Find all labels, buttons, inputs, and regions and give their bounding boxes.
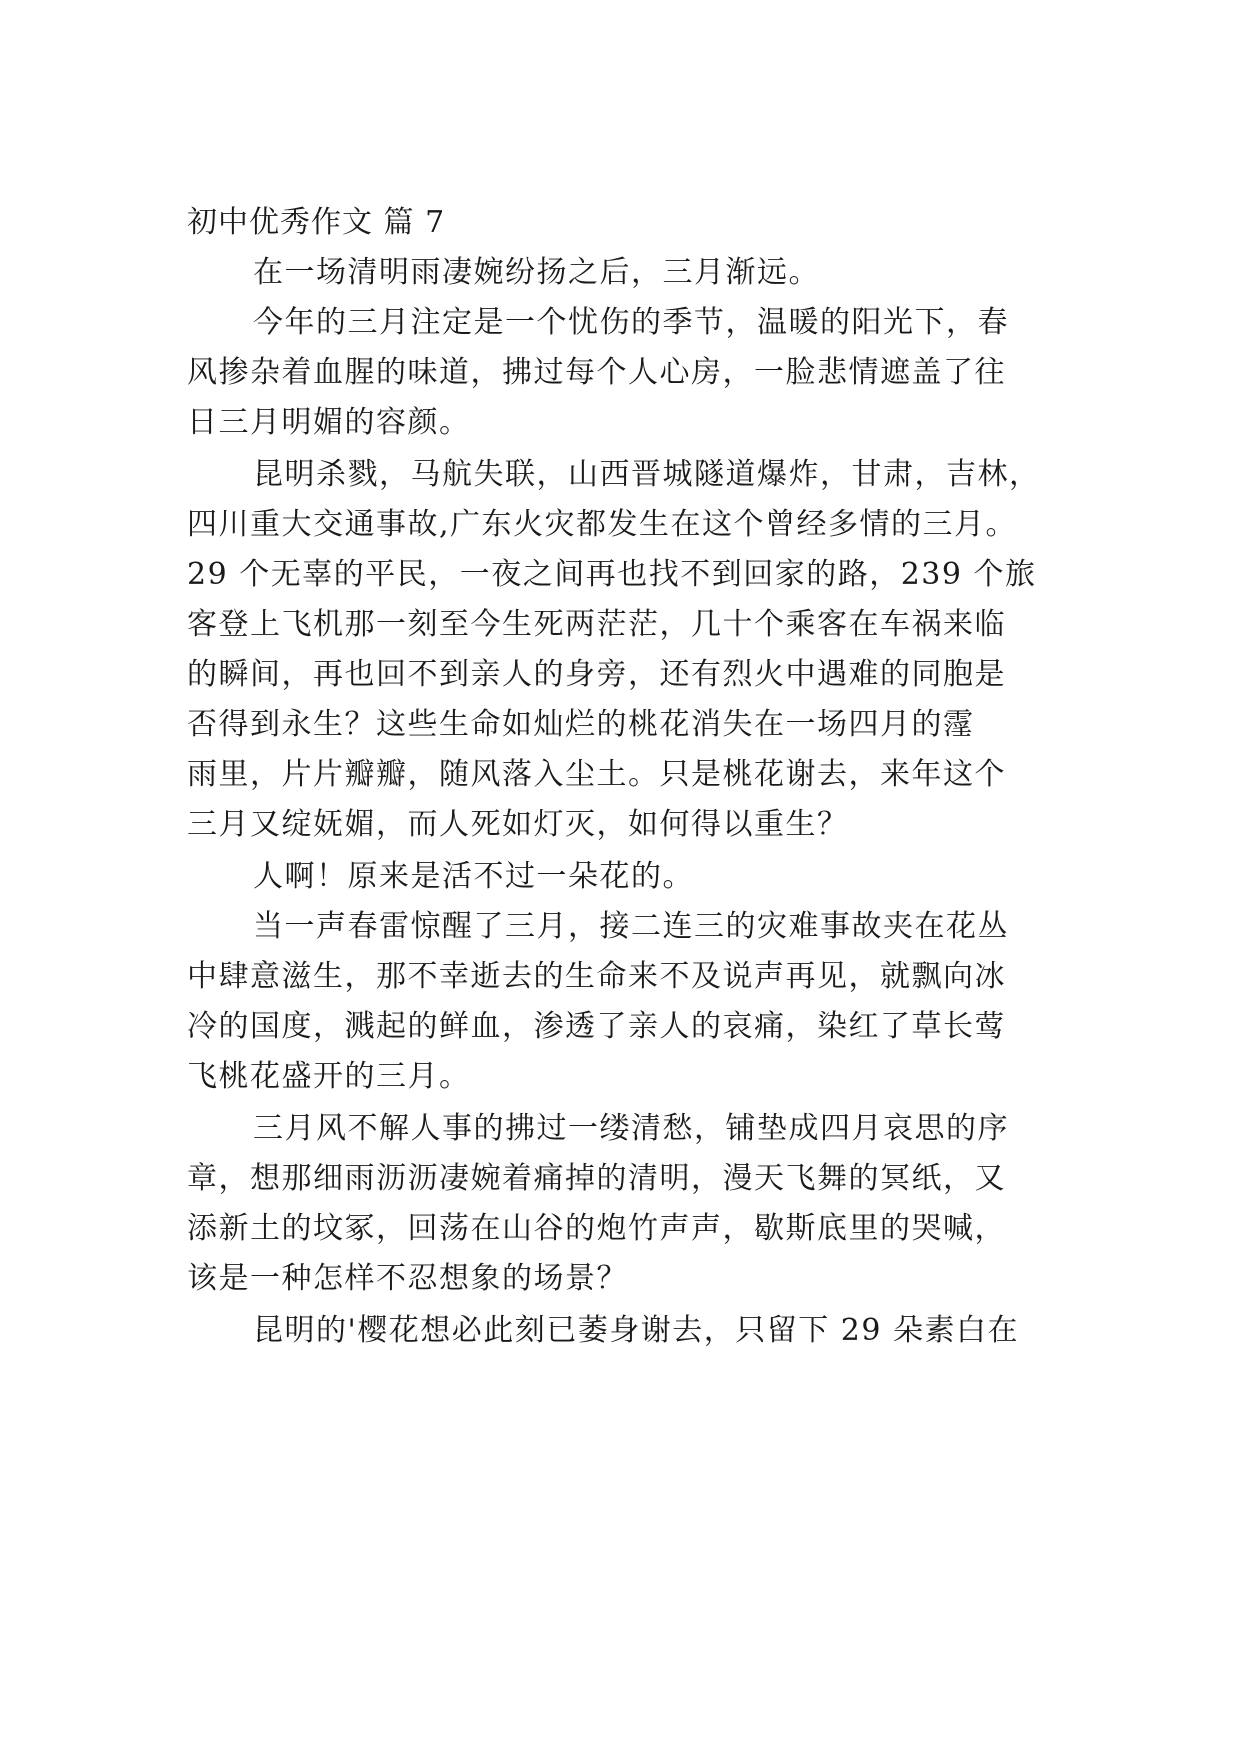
- paragraph-line: 人啊！原来是活不过一朵花的。: [253, 859, 694, 894]
- paragraph-line: 客登上飞机那一刻至今生死两茫茫，几十个乘客在车祸来临: [187, 607, 1006, 642]
- paragraph-line: 今年的三月注定是一个忧伤的季节，温暖的阳光下，春: [253, 305, 1009, 340]
- paragraph-line: 风掺杂着血腥的味道，拂过每个人心房，一脸悲情遮盖了往: [187, 355, 1006, 390]
- paragraph-line: 三月又绽妩媚，而人死如灯灭，如何得以重生？: [187, 807, 849, 842]
- paragraph-line: 否得到永生？这些生命如灿烂的桃花消失在一场四月的霪: [187, 707, 975, 742]
- paragraph-line: 四川重大交通事故,广东火灾都发生在这个曾经多情的三月。: [187, 507, 1018, 542]
- paragraph-line: 的瞬间，再也回不到亲人的身旁，还有烈火中遇难的同胞是: [187, 657, 1006, 692]
- document-title: 初中优秀作文 篇 7: [187, 205, 446, 240]
- paragraph-line: 29 个无辜的平民，一夜之间再也找不到回家的路，239 个旅: [187, 557, 1037, 592]
- paragraph-line: 冷的国度，溅起的鲜血，渗透了亲人的哀痛，染红了草长莺: [187, 1009, 1006, 1044]
- paragraph-line: 飞桃花盛开的三月。: [187, 1059, 471, 1094]
- paragraph-line: 在一场清明雨凄婉纷扬之后，三月渐远。: [253, 255, 820, 290]
- paragraph-line: 昆明杀戮，马航失联，山西晋城隧道爆炸，甘肃，吉林，: [253, 457, 1041, 492]
- paragraph-line: 添新土的坟冢，回荡在山谷的炮竹声声，歇斯底里的哭喊，: [187, 1211, 1006, 1246]
- paragraph-line: 该是一种怎样不忍想象的场景？: [187, 1261, 628, 1296]
- paragraph-line: 当一声春雷惊醒了三月，接二连三的灾难事故夹在花丛: [253, 909, 1009, 944]
- paragraph-line: 昆明的'樱花想必此刻已萎身谢去，只留下 29 朵素白在: [253, 1313, 1019, 1348]
- paragraph-line: 中肆意滋生，那不幸逝去的生命来不及说声再见，就飘向冰: [187, 959, 1006, 994]
- paragraph-line: 章，想那细雨沥沥凄婉着痛掉的清明，漫天飞舞的冥纸，又: [187, 1161, 1006, 1196]
- paragraph-line: 日三月明媚的容颜。: [187, 405, 471, 440]
- paragraph-line: 三月风不解人事的拂过一缕清愁，铺垫成四月哀思的序: [253, 1111, 1009, 1146]
- paragraph-line: 雨里，片片瓣瓣，随风落入尘土。只是桃花谢去，来年这个: [187, 757, 1006, 792]
